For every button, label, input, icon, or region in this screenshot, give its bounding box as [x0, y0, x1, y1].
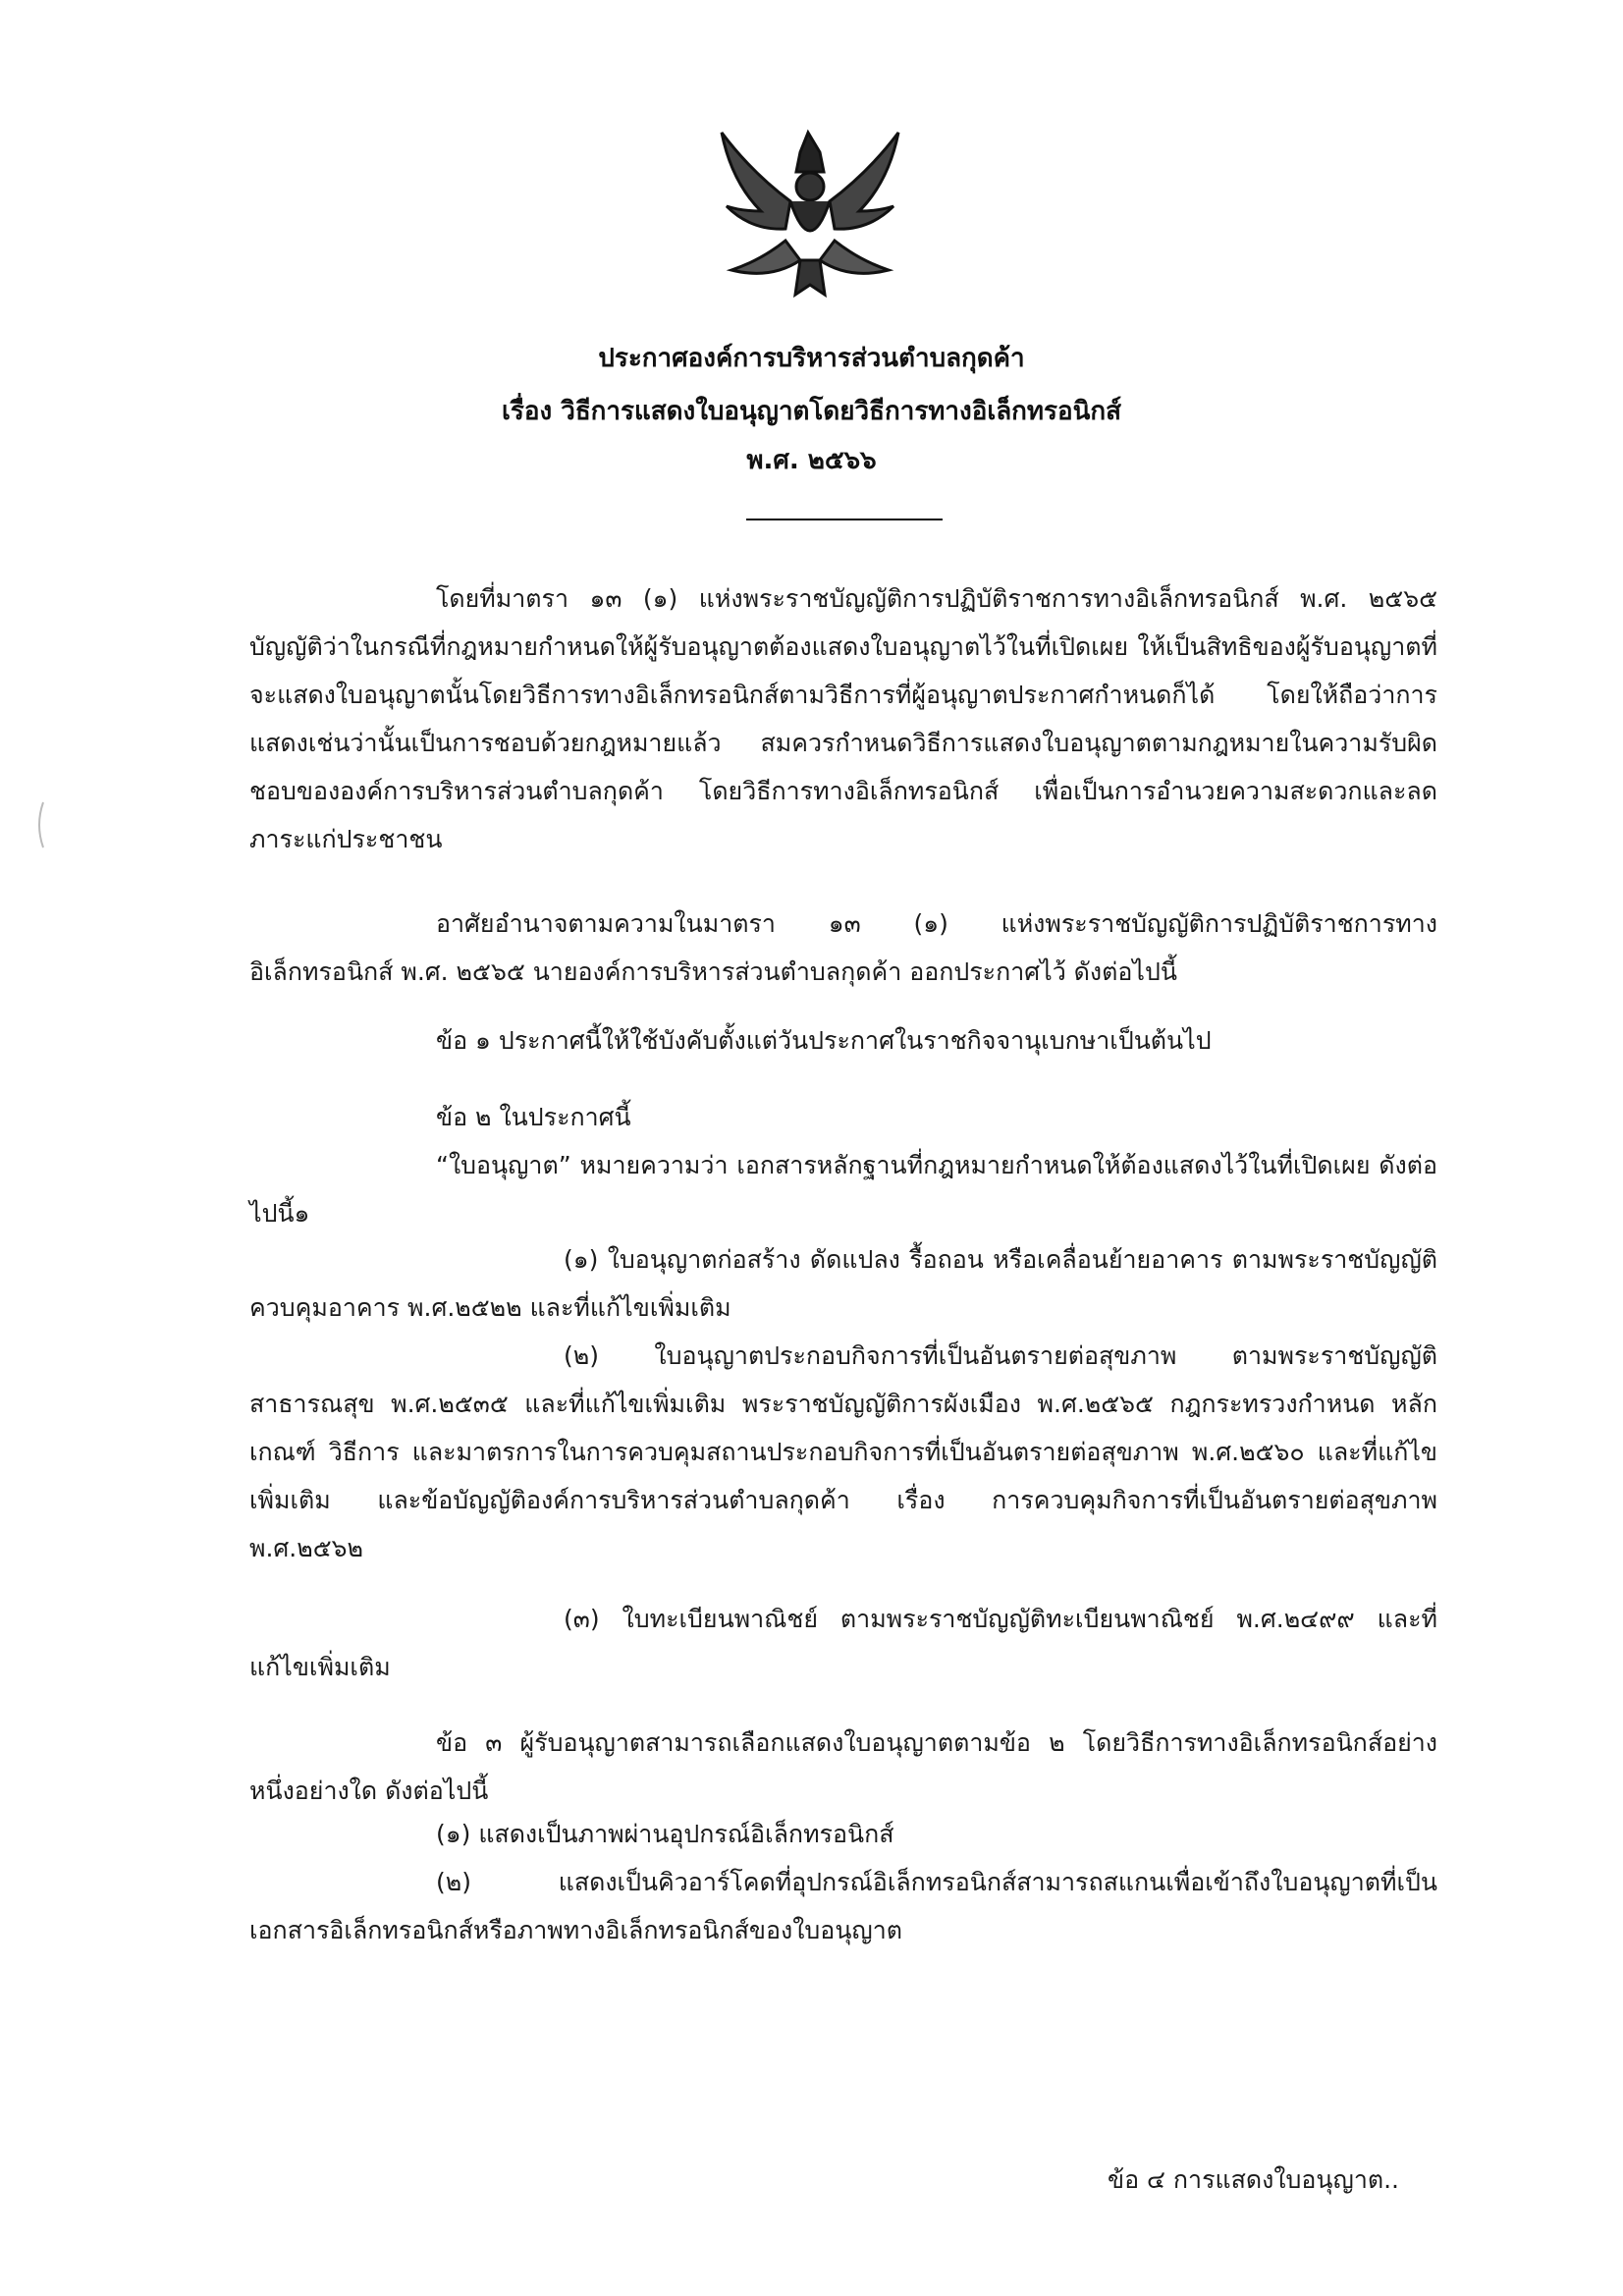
clause-2-item-1: (๑) ใบอนุญาตก่อสร้าง ดัดแปลง รื้อถอน หรือเคลื่อนย้ายอาคาร ตามพระราชบัญญัติควบคุมอาคาร พ.ศ.๒๕๒๒ และที่แก้ไขเพิ่มเติม — [249, 1245, 1437, 1322]
preamble-paragraph: โดยที่มาตรา ๑๓ (๑) แห่งพระราชบัญญัติการปฏิบัติราชการทางอิเล็กทรอนิกส์ พ.ศ. ๒๕๖๕ บัญญัติว่าในกรณีที่กฎหมายกำหนดให้ผู้รับอนุญาตต้องแสดงใบอนุญาตไว้ในที่เปิดเผย ให้เป็นสิทธิของผู้รับอนุญาตที่จะแสดงใบอนุญาตนั้นโดยวิธีการทางอิเล็กทรอนิกส์ตามวิธีการที่ผู้อนุญาตประกาศกำหนดก็ได้ โดยให้ถือว่าการแสดงเช่นว่านั้นเป็นการชอบด้วยกฎหมายแล้ว สมควรกำหนดวิธีการแสดงใบอนุญาตตามกฎหมายในความรับผิดชอบขององค์การบริหารส่วนตำบลกุดค้า โดยวิธีการทางอิเล็กทรอนิกส์ เพื่อเป็นการอำนวยความสะดวกและลดภาระแก่ประชาชน — [249, 584, 1437, 853]
clause-2-heading: ข้อ ๒ ในประกาศนี้ — [436, 1103, 631, 1131]
clause-2-item-2: (๒) ใบอนุญาตประกอบกิจการที่เป็นอันตรายต่อสุขภาพ ตามพระราชบัญญัติสาธารณสุข พ.ศ.๒๕๓๕ และที่แก้ไขเพิ่มเติม พระราชบัญญัติการผังเมือง พ.ศ.๒๕๖๕ กฎกระทรวงกำหนด หลักเกณฑ์ วิธีการ และมาตรการในการควบคุมสถานประกอบกิจการที่เป็นอันตรายต่อสุขภาพ พ.ศ.๒๕๖๐ และที่แก้ไขเพิ่มเติม และข้อบัญญัติองค์การบริหารส่วนตำบลกุดค้า เรื่อง การควบคุมกิจการที่เป็นอันตรายต่อสุขภาพ พ.ศ.๒๕๖๒ — [249, 1341, 1437, 1562]
title-divider — [746, 519, 943, 520]
garuda-emblem-icon — [692, 113, 928, 309]
clause-3-item-2: (๒) แสดงเป็นคิวอาร์โคดที่อุปกรณ์อิเล็กทรอนิกส์สามารถสแกนเพื่อเข้าถึงใบอนุญาตที่เป็นเอกสารอิเล็กทรอนิกส์หรือภาพทางอิเล็กทรอนิกส์ของใบอนุญาต — [249, 1868, 1437, 1944]
clause-2-item-3: (๓) ใบทะเบียนพาณิชย์ ตามพระราชบัญญัติทะเบียนพาณิชย์ พ.ศ.๒๔๙๙ และที่แก้ไขเพิ่มเติม — [249, 1605, 1437, 1681]
clause-3-item-1: (๑) แสดงเป็นภาพผ่านอุปกรณ์อิเล็กทรอนิกส์ — [436, 1820, 894, 1848]
notice-subject: เรื่อง วิธีการแสดงใบอนุญาตโดยวิธีการทางอิเล็กทรอนิกส์ — [502, 397, 1121, 426]
notice-year: พ.ศ. ๒๕๖๖ — [746, 446, 877, 475]
clause-3: ข้อ ๓ ผู้รับอนุญาตสามารถเลือกแสดงใบอนุญาตตามข้อ ๒ โดยวิธีการทางอิเล็กทรอนิกส์อย่างหนึ่งอย่างใด ดังต่อไปนี้ — [249, 1728, 1437, 1805]
scan-mark — [33, 800, 47, 849]
authority-paragraph: อาศัยอำนาจตามความในมาตรา ๑๓ (๑) แห่งพระราชบัญญัติการปฏิบัติราชการทางอิเล็กทรอนิกส์ พ.ศ. ๒๕๖๕ นายองค์การบริหารส่วนตำบลกุดค้า ออกประกาศไว้ ดังต่อไปนี้ — [249, 909, 1437, 986]
continuation-note: ข้อ ๔ การแสดงใบอนุญาต.. — [1108, 2165, 1399, 2194]
notice-title: ประกาศองค์การบริหารส่วนตำบลกุดค้า — [598, 344, 1025, 373]
clause-1: ข้อ ๑ ประกาศนี้ให้ใช้บังคับตั้งแต่วันประกาศในราชกิจจานุเบกษาเป็นต้นไป — [436, 1026, 1212, 1055]
license-definition: “ใบอนุญาต” หมายความว่า เอกสารหลักฐานที่กฎหมายกำหนดให้ต้องแสดงไว้ในที่เปิดเผย ดังต่อไปนี้๑ — [249, 1151, 1437, 1228]
